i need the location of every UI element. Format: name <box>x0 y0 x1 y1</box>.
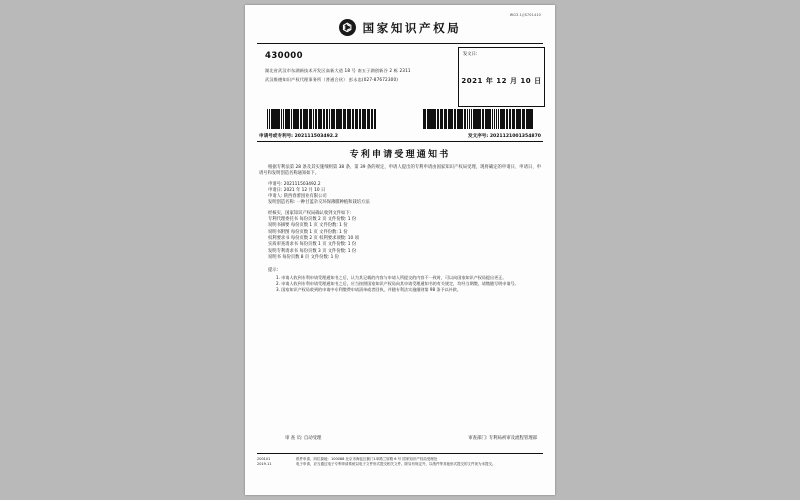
examiner-group <box>285 435 321 441</box>
document-code: WG3.1/JS701410 <box>509 13 541 17</box>
barcode-right <box>423 109 533 129</box>
zip-code: 430000 <box>265 51 303 61</box>
address-line-2: 武汉维德知识产权代理事务所（普通合伙） 彭永忠(027-87672300) <box>265 77 399 82</box>
number-row-divider <box>257 141 543 142</box>
list-item: 发明专利请求书 每份页数 3 页 文件份数: 1 份 <box>268 248 357 254</box>
organization-title: 国家知识产权局 <box>362 20 462 35</box>
application-number-value: 202111503492.2 <box>294 134 338 139</box>
footer-notice-line: 电子申请，应当通过电子专利申请系统以电子文件形式提交相关文件。除另有规定外，以纸件等其他形式提交的文件视为未提交。 <box>296 462 496 467</box>
dispatch-serial-label: 发文序号: <box>468 134 489 139</box>
application-number-label: 申请号或专利号: <box>259 134 293 139</box>
field-invention-title: 发明创造名称: 一种甘蓝杂交环保薄膜种植和栽培方法 <box>268 200 370 206</box>
address-line-1: 湖北省武汉市东湖新技术开发区高新大道 18 号 南五子湖创新谷 2 栋 2311 <box>265 68 411 73</box>
dispatch-serial-value: 2021121001354870 <box>489 134 541 139</box>
department-label: 审查部门: <box>468 436 488 441</box>
dispatch-serial-group <box>468 133 541 139</box>
list-item: 实质审查请求书 每份页数 1 页 文件份数: 1 份 <box>268 242 357 248</box>
documents-list <box>268 217 541 261</box>
document-header <box>245 19 555 36</box>
field-applicant: 申请人: 陕西春蕾园业有限公司 <box>268 194 327 200</box>
barcode-left <box>267 109 377 129</box>
list-item: 说明书 每份页数 8 页 文件份数: 1 份 <box>268 254 339 260</box>
dispatch-date-value: 2021 年 12 月 10 日 <box>461 77 542 85</box>
list-item: 权利要求书 每份页数 2 页 权利要求项数: 10 项 <box>268 235 359 241</box>
documents-label: 经核实，国家知识产权局确认收到文件如下: <box>268 210 352 216</box>
document-footer <box>257 457 543 467</box>
national-emblem-icon: ⌬ <box>339 19 356 36</box>
intro-paragraph: 根据专利法第 28 条及其实施细则第 38 条、第 39 条的规定，申请人提出的专利申请由国家知识产权局受理，现将确定的申请日、申请日、申请号和发明创造名称通知如下。 <box>259 165 541 177</box>
dispatch-date-box <box>458 47 545 107</box>
notes-list <box>268 275 541 293</box>
footer-divider <box>257 453 543 454</box>
note-item: 3. 国家知识产权局收到的申请中专利缴费申请清单或者回执，并随专利法实施细则第 98 条予以补救。 <box>276 287 461 293</box>
examiner-label: 审 查 员: <box>285 436 303 441</box>
field-filing-date: 申请日: 2021 年 12 月 10 日 <box>268 188 326 194</box>
list-item: 专利代理委托书 每份页数 2 页 文件份数: 1 份 <box>268 217 357 223</box>
footer-form-codes <box>257 457 291 467</box>
document-page <box>245 5 555 495</box>
address-block <box>257 47 447 105</box>
examiner-value: 自动受理 <box>303 436 322 441</box>
footer-code-line: 2019.11 <box>257 462 272 467</box>
application-number-group <box>259 133 338 139</box>
number-row <box>259 133 541 139</box>
notes-label: 提示: <box>268 268 279 274</box>
dispatch-date-label: 发文日: <box>463 52 478 57</box>
department-value: 专利局初审及流程管理部 <box>488 436 537 441</box>
signature-row <box>285 435 537 441</box>
department-group <box>468 435 537 441</box>
footer-notice <box>296 457 496 467</box>
list-item: 说明书摘要 每份页数 1 页 文件份数: 1 份 <box>268 223 348 229</box>
note-item: 2. 申请人收到专利申请受理通知书之后，应当按照国家知识产权局向其申请受理通知书的有关规定，均经当期缴，请缴随写明申请号。 <box>276 281 519 287</box>
list-item: 说明书附图 每份页数 1 页 文件份数: 1 份 <box>268 229 348 235</box>
field-application-number: 申请号: 202111503492.2 <box>268 181 321 187</box>
note-item: 1. 申请人收到专利申请受理通知书之后，认为其记载的内容与申请人所提交的内容不一致时，可以向国家知识产权局提出更正。 <box>276 275 507 281</box>
header-divider <box>257 43 543 44</box>
page-title: 专利申请受理通知书 <box>349 150 451 160</box>
footer-notice-line: 纸件申请，四位源地：100088 北京市海淀区蓟门1单路兰屏路 6 号 国家知识产权局受理处 <box>296 457 438 461</box>
document-body <box>259 165 541 293</box>
footer-code-line: 200101 <box>257 457 271 461</box>
